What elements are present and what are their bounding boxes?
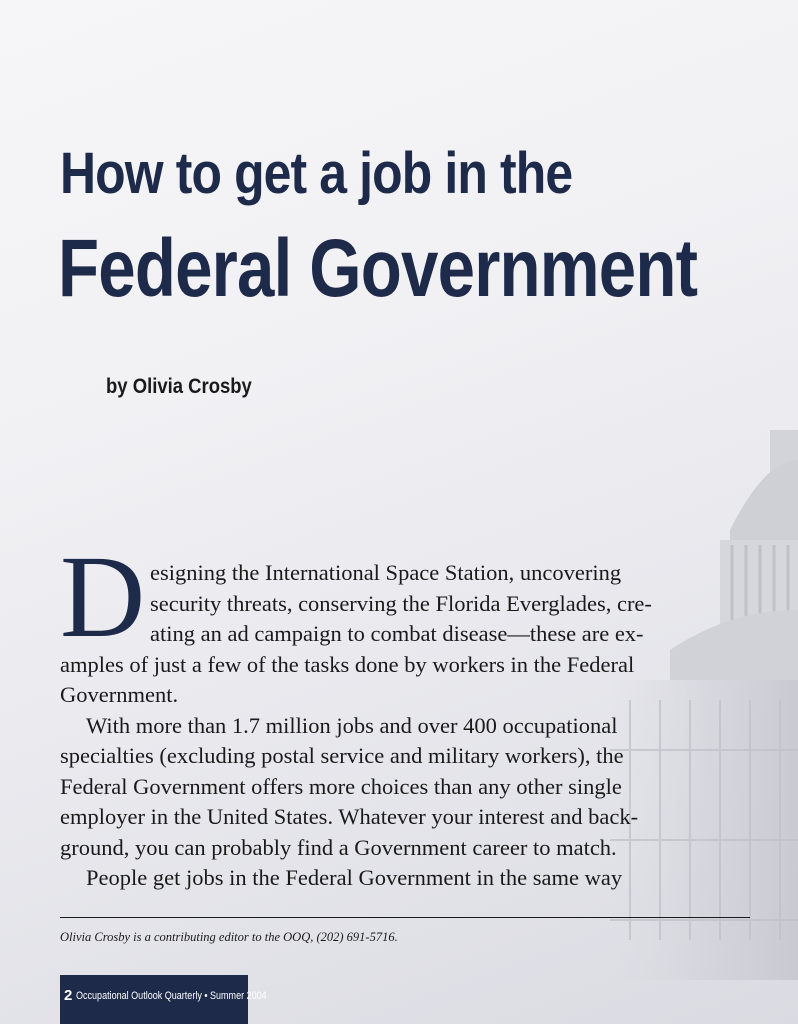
body-line: ground, you can probably find a Government career to match. bbox=[60, 834, 617, 860]
page-footer-bar bbox=[60, 975, 267, 1024]
body-line: ating an ad campaign to combat disease—these are ex- bbox=[150, 621, 644, 646]
article-title-line-2: Federal Government bbox=[58, 223, 698, 314]
body-line: People get jobs in the Federal Government in the same way bbox=[86, 865, 623, 890]
body-line: With more than 1.7 million jobs and over 400 occupational bbox=[86, 712, 618, 738]
footnote-divider bbox=[60, 917, 750, 918]
body-line: amples of just a few of the tasks done by workers in the Federal bbox=[60, 651, 635, 677]
body-line: security threats, conserving the Florida Everglades, cre- bbox=[150, 590, 652, 616]
author-footnote: Olivia Crosby is a contributing editor to the OOQ, (202) 691-5716. bbox=[60, 930, 398, 944]
publication-name: Occupational Outlook Quarterly • Summer 2004 bbox=[76, 990, 267, 1002]
body-line: esigning the International Space Station, uncovering bbox=[150, 560, 622, 585]
body-line: specialties (excluding postal service and military workers), the bbox=[60, 743, 624, 768]
author-byline: by Olivia Crosby bbox=[106, 375, 252, 398]
drop-cap: D bbox=[60, 531, 146, 662]
body-line: employer in the United States. Whatever your interest and back- bbox=[60, 804, 639, 829]
article-title-line-1: How to get a job in the bbox=[60, 141, 573, 206]
body-line: Government. bbox=[60, 682, 179, 707]
article-body bbox=[60, 558, 750, 894]
page-number: 2 bbox=[64, 987, 73, 1004]
body-line: Federal Government offers more choices than any other single bbox=[60, 773, 622, 799]
